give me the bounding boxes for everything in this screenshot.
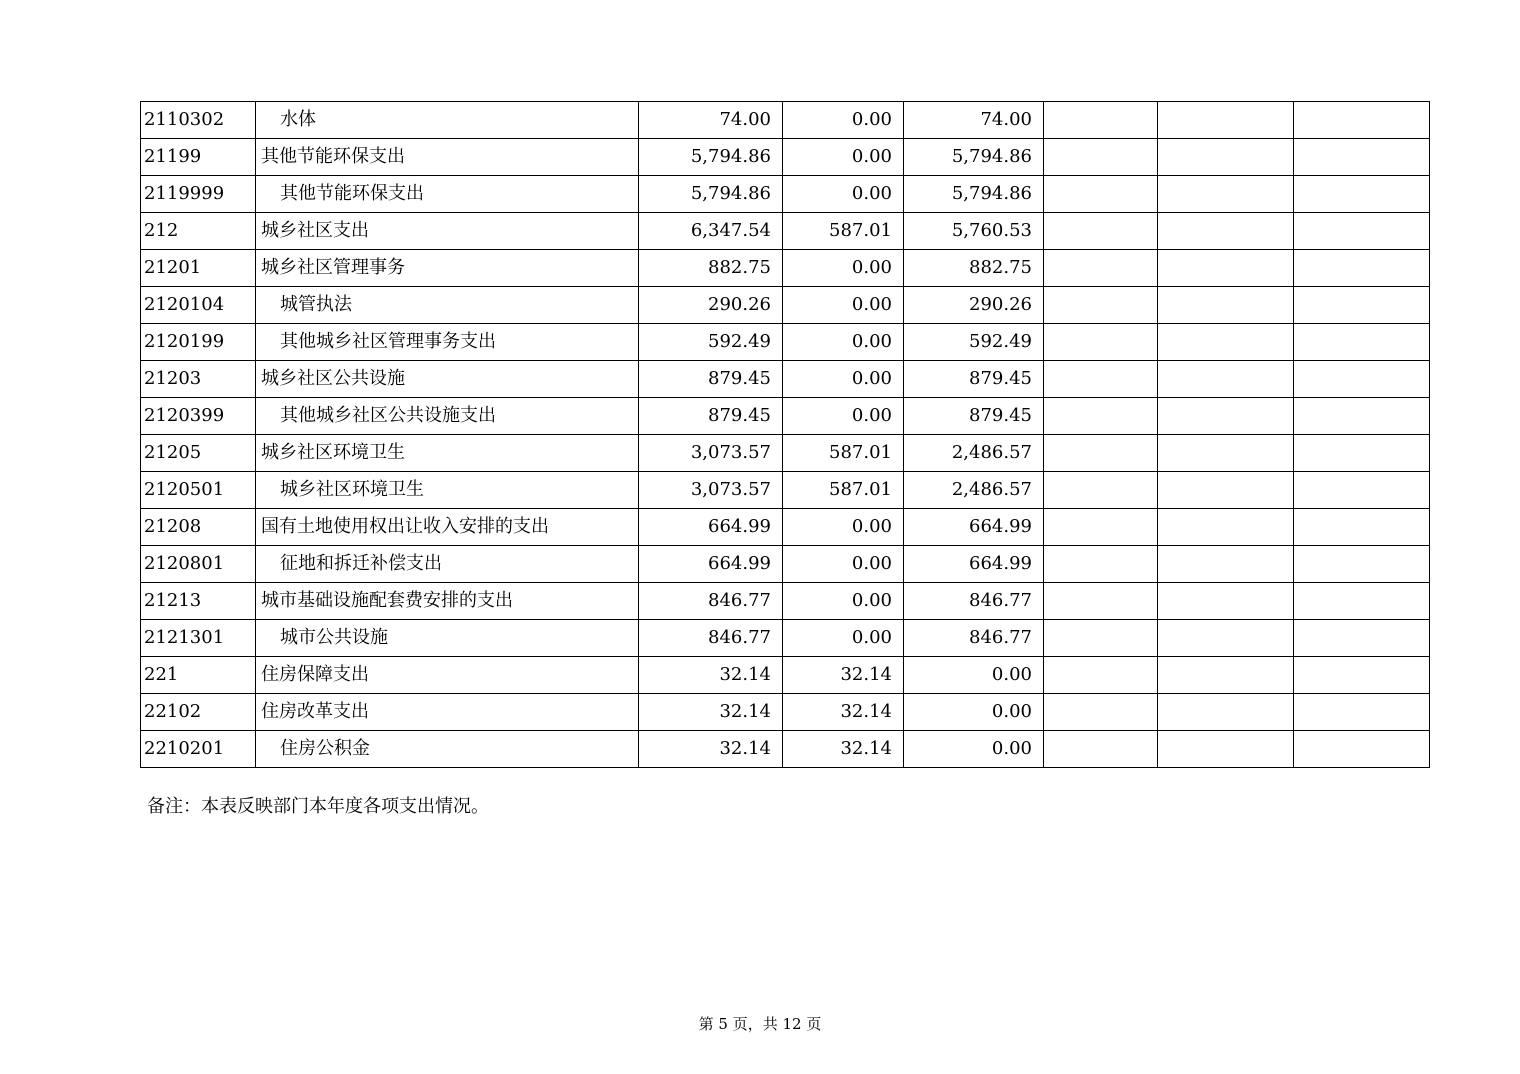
cell-col6	[1044, 657, 1158, 694]
cell-col6	[1044, 435, 1158, 472]
table-row	[141, 102, 1430, 139]
cell-col6	[1044, 694, 1158, 731]
table-body	[141, 102, 1430, 768]
cell-project: 0.00	[904, 657, 1044, 694]
cell-total: 5,794.86	[639, 176, 783, 213]
cell-name: 城市基础设施配套费安排的支出	[256, 583, 639, 620]
table-row	[141, 361, 1430, 398]
cell-basic: 0.00	[783, 509, 904, 546]
cell-col7	[1158, 361, 1294, 398]
table-row	[141, 509, 1430, 546]
cell-col6	[1044, 398, 1158, 435]
table-row	[141, 583, 1430, 620]
cell-basic: 32.14	[783, 731, 904, 768]
cell-basic: 0.00	[783, 324, 904, 361]
cell-name: 城管执法	[256, 287, 639, 324]
cell-col7	[1158, 102, 1294, 139]
cell-name: 城乡社区支出	[256, 213, 639, 250]
cell-col7	[1158, 176, 1294, 213]
cell-name: 水体	[256, 102, 639, 139]
cell-col8	[1294, 102, 1430, 139]
cell-name: 城乡社区公共设施	[256, 361, 639, 398]
cell-col7	[1158, 509, 1294, 546]
cell-basic: 32.14	[783, 694, 904, 731]
cell-col8	[1294, 435, 1430, 472]
cell-basic: 0.00	[783, 361, 904, 398]
cell-basic: 0.00	[783, 546, 904, 583]
cell-col6	[1044, 546, 1158, 583]
cell-project: 879.45	[904, 361, 1044, 398]
cell-col8	[1294, 694, 1430, 731]
table-row	[141, 398, 1430, 435]
cell-total: 879.45	[639, 361, 783, 398]
cell-name: 城乡社区环境卫生	[256, 435, 639, 472]
cell-col8	[1294, 250, 1430, 287]
cell-basic: 0.00	[783, 102, 904, 139]
cell-basic: 0.00	[783, 139, 904, 176]
expenditure-table	[140, 101, 1430, 768]
cell-total: 3,073.57	[639, 435, 783, 472]
cell-name: 城乡社区管理事务	[256, 250, 639, 287]
cell-col8	[1294, 657, 1430, 694]
cell-col8	[1294, 361, 1430, 398]
cell-col8	[1294, 176, 1430, 213]
cell-name: 城市公共设施	[256, 620, 639, 657]
cell-col8	[1294, 139, 1430, 176]
cell-total: 664.99	[639, 546, 783, 583]
cell-total: 846.77	[639, 620, 783, 657]
cell-col6	[1044, 324, 1158, 361]
cell-code: 21205	[141, 435, 256, 472]
cell-code: 2210201	[141, 731, 256, 768]
table-row	[141, 139, 1430, 176]
cell-name: 征地和拆迁补偿支出	[256, 546, 639, 583]
cell-col8	[1294, 472, 1430, 509]
cell-col7	[1158, 250, 1294, 287]
cell-total: 846.77	[639, 583, 783, 620]
cell-col6	[1044, 102, 1158, 139]
cell-basic: 0.00	[783, 250, 904, 287]
cell-col6	[1044, 287, 1158, 324]
table-note: 备注：本表反映部门本年度各项支出情况。	[147, 796, 489, 817]
cell-total: 32.14	[639, 694, 783, 731]
cell-col6	[1044, 176, 1158, 213]
cell-total: 3,073.57	[639, 472, 783, 509]
cell-total: 290.26	[639, 287, 783, 324]
cell-basic: 0.00	[783, 398, 904, 435]
cell-col6	[1044, 509, 1158, 546]
cell-total: 664.99	[639, 509, 783, 546]
cell-col8	[1294, 398, 1430, 435]
cell-col7	[1158, 139, 1294, 176]
cell-col8	[1294, 213, 1430, 250]
cell-total: 32.14	[639, 657, 783, 694]
cell-col6	[1044, 361, 1158, 398]
cell-col8	[1294, 546, 1430, 583]
cell-code: 21201	[141, 250, 256, 287]
table-row	[141, 324, 1430, 361]
cell-project: 5,794.86	[904, 176, 1044, 213]
cell-col7	[1158, 398, 1294, 435]
table-row	[141, 657, 1430, 694]
cell-project: 5,760.53	[904, 213, 1044, 250]
cell-col7	[1158, 324, 1294, 361]
cell-project: 5,794.86	[904, 139, 1044, 176]
cell-col7	[1158, 472, 1294, 509]
cell-basic: 0.00	[783, 176, 904, 213]
cell-col8	[1294, 287, 1430, 324]
table-row	[141, 250, 1430, 287]
table-row	[141, 731, 1430, 768]
table-row	[141, 213, 1430, 250]
cell-total: 879.45	[639, 398, 783, 435]
cell-code: 221	[141, 657, 256, 694]
cell-total: 32.14	[639, 731, 783, 768]
cell-code: 2120104	[141, 287, 256, 324]
cell-col7	[1158, 731, 1294, 768]
cell-col7	[1158, 620, 1294, 657]
cell-project: 882.75	[904, 250, 1044, 287]
cell-project: 0.00	[904, 694, 1044, 731]
cell-col7	[1158, 287, 1294, 324]
cell-basic: 32.14	[783, 657, 904, 694]
cell-col6	[1044, 250, 1158, 287]
cell-project: 879.45	[904, 398, 1044, 435]
cell-code: 2119999	[141, 176, 256, 213]
cell-code: 2120801	[141, 546, 256, 583]
cell-col6	[1044, 139, 1158, 176]
cell-col8	[1294, 509, 1430, 546]
table-row	[141, 287, 1430, 324]
cell-code: 21208	[141, 509, 256, 546]
cell-total: 882.75	[639, 250, 783, 287]
cell-code: 212	[141, 213, 256, 250]
cell-code: 2121301	[141, 620, 256, 657]
cell-project: 664.99	[904, 546, 1044, 583]
cell-col7	[1158, 694, 1294, 731]
cell-col6	[1044, 731, 1158, 768]
page-footer: 第 5 页，共 12 页	[698, 1015, 822, 1033]
cell-code: 21213	[141, 583, 256, 620]
cell-name: 住房公积金	[256, 731, 639, 768]
table-row	[141, 472, 1430, 509]
cell-col8	[1294, 620, 1430, 657]
cell-total: 5,794.86	[639, 139, 783, 176]
cell-project: 0.00	[904, 731, 1044, 768]
cell-code: 22102	[141, 694, 256, 731]
cell-name: 其他城乡社区公共设施支出	[256, 398, 639, 435]
cell-basic: 587.01	[783, 213, 904, 250]
cell-code: 21199	[141, 139, 256, 176]
cell-total: 74.00	[639, 102, 783, 139]
cell-col8	[1294, 324, 1430, 361]
cell-project: 290.26	[904, 287, 1044, 324]
cell-name: 城乡社区环境卫生	[256, 472, 639, 509]
cell-basic: 587.01	[783, 435, 904, 472]
cell-project: 846.77	[904, 620, 1044, 657]
cell-col7	[1158, 657, 1294, 694]
cell-col8	[1294, 731, 1430, 768]
cell-name: 国有土地使用权出让收入安排的支出	[256, 509, 639, 546]
cell-col7	[1158, 435, 1294, 472]
table-row	[141, 620, 1430, 657]
cell-project: 2,486.57	[904, 435, 1044, 472]
cell-basic: 587.01	[783, 472, 904, 509]
cell-project: 664.99	[904, 509, 1044, 546]
cell-code: 2120399	[141, 398, 256, 435]
cell-name: 其他城乡社区管理事务支出	[256, 324, 639, 361]
cell-col7	[1158, 213, 1294, 250]
cell-total: 6,347.54	[639, 213, 783, 250]
table-row	[141, 435, 1430, 472]
cell-project: 74.00	[904, 102, 1044, 139]
cell-name: 住房改革支出	[256, 694, 639, 731]
cell-code: 2120501	[141, 472, 256, 509]
cell-basic: 0.00	[783, 583, 904, 620]
cell-col6	[1044, 620, 1158, 657]
cell-name: 其他节能环保支出	[256, 139, 639, 176]
cell-total: 592.49	[639, 324, 783, 361]
cell-name: 其他节能环保支出	[256, 176, 639, 213]
table-row	[141, 176, 1430, 213]
cell-col7	[1158, 583, 1294, 620]
cell-col6	[1044, 472, 1158, 509]
cell-project: 592.49	[904, 324, 1044, 361]
cell-project: 846.77	[904, 583, 1044, 620]
cell-code: 21203	[141, 361, 256, 398]
cell-col6	[1044, 583, 1158, 620]
cell-col6	[1044, 213, 1158, 250]
cell-col7	[1158, 546, 1294, 583]
cell-basic: 0.00	[783, 287, 904, 324]
cell-basic: 0.00	[783, 620, 904, 657]
cell-code: 2110302	[141, 102, 256, 139]
cell-code: 2120199	[141, 324, 256, 361]
table-row	[141, 546, 1430, 583]
table-row	[141, 694, 1430, 731]
cell-project: 2,486.57	[904, 472, 1044, 509]
cell-name: 住房保障支出	[256, 657, 639, 694]
cell-col8	[1294, 583, 1430, 620]
